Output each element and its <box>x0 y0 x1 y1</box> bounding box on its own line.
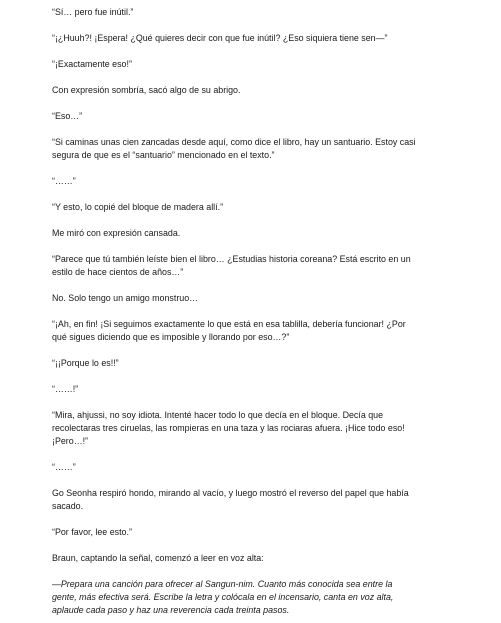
text-line: “Si caminas unas cien zancadas desde aquí, como dice el libro, hay un santuario. Estoy casi <box>52 137 416 147</box>
text-line: No. Solo tengo un amigo monstruo… <box>52 293 199 303</box>
paragraph <box>52 526 450 539</box>
text-line: Braun, captando la señal, comenzó a leer en voz alta: <box>52 553 264 563</box>
text-line: segura de que es el “santuario” mencionado en el texto.” <box>52 150 275 160</box>
text-line: “¡¿Huuh?! ¡Espera! ¿Qué quieres decir con que fue inútil? ¿Eso siquiera tiene sen—” <box>52 33 388 43</box>
paragraph <box>52 201 450 214</box>
paragraph <box>52 318 450 344</box>
text-line: “……” <box>52 462 76 472</box>
text-line: “¡¡Porque lo es!!” <box>52 358 119 368</box>
paragraph <box>52 32 450 45</box>
paragraph <box>52 552 450 565</box>
paragraph <box>52 253 450 279</box>
paragraph <box>52 58 450 71</box>
text-line: gente, más efectiva será. Escribe la letra y colócala en el incensario, canta en voz alta, <box>52 592 394 602</box>
paragraph <box>52 461 450 474</box>
paragraph <box>52 175 450 188</box>
paragraph <box>52 84 450 97</box>
text-line: recolectaras tres ciruelas, las rompieras en una taza y las rociaras afuera. ¡Hice todo eso! <box>52 423 405 433</box>
paragraph <box>52 409 450 448</box>
text-line: qué sigues diciendo que es imposible y llorando por eso…?” <box>52 332 290 342</box>
paragraph-italic-quote <box>52 578 450 617</box>
paragraph <box>52 487 450 513</box>
text-line: “Por favor, lee esto.” <box>52 527 132 537</box>
text-line: “Eso…” <box>52 111 83 121</box>
text-line: Con expresión sombría, sacó algo de su abrigo. <box>52 85 241 95</box>
paragraph <box>52 383 450 396</box>
paragraph <box>52 6 450 19</box>
text-line: “Sí… pero fue inútil.” <box>52 7 134 17</box>
text-line: Go Seonha respiró hondo, mirando al vacío, y luego mostró el reverso del papel que había <box>52 488 409 498</box>
text-line: “……” <box>52 176 76 186</box>
paragraph <box>52 292 450 305</box>
text-line: “¡Exactamente eso!” <box>52 59 132 69</box>
text-line: aplaude cada paso y haz una reverencia cada treinta pasos. <box>52 605 290 615</box>
text-line: estilo de hace cientos de años…” <box>52 267 184 277</box>
text-line: —Prepara una canción para ofrecer al Sangun-nim. Cuanto más conocida sea entre la <box>52 579 393 589</box>
text-line: ¡Pero…!” <box>52 436 88 446</box>
text-line: “……!” <box>52 384 79 394</box>
text-line: “Y esto, lo copié del bloque de madera allí.” <box>52 202 224 212</box>
paragraph <box>52 110 450 123</box>
text-line: “¡Ah, en fin! ¡Si seguimos exactamente lo que está en esa tablilla, debería funcionar! ¿Por <box>52 319 406 329</box>
paragraph <box>52 136 450 162</box>
text-line: “Mira, ahjussi, no soy idiota. Intenté hacer todo lo que decía en el bloque. Decía que <box>52 410 384 420</box>
text-line: Me miró con expresión cansada. <box>52 228 181 238</box>
text-line: sacado. <box>52 501 84 511</box>
text-line: “Parece que tú también leíste bien el libro… ¿Estudias historia coreana? Está escrito en un <box>52 254 411 264</box>
paragraph <box>52 357 450 370</box>
paragraph <box>52 227 450 240</box>
